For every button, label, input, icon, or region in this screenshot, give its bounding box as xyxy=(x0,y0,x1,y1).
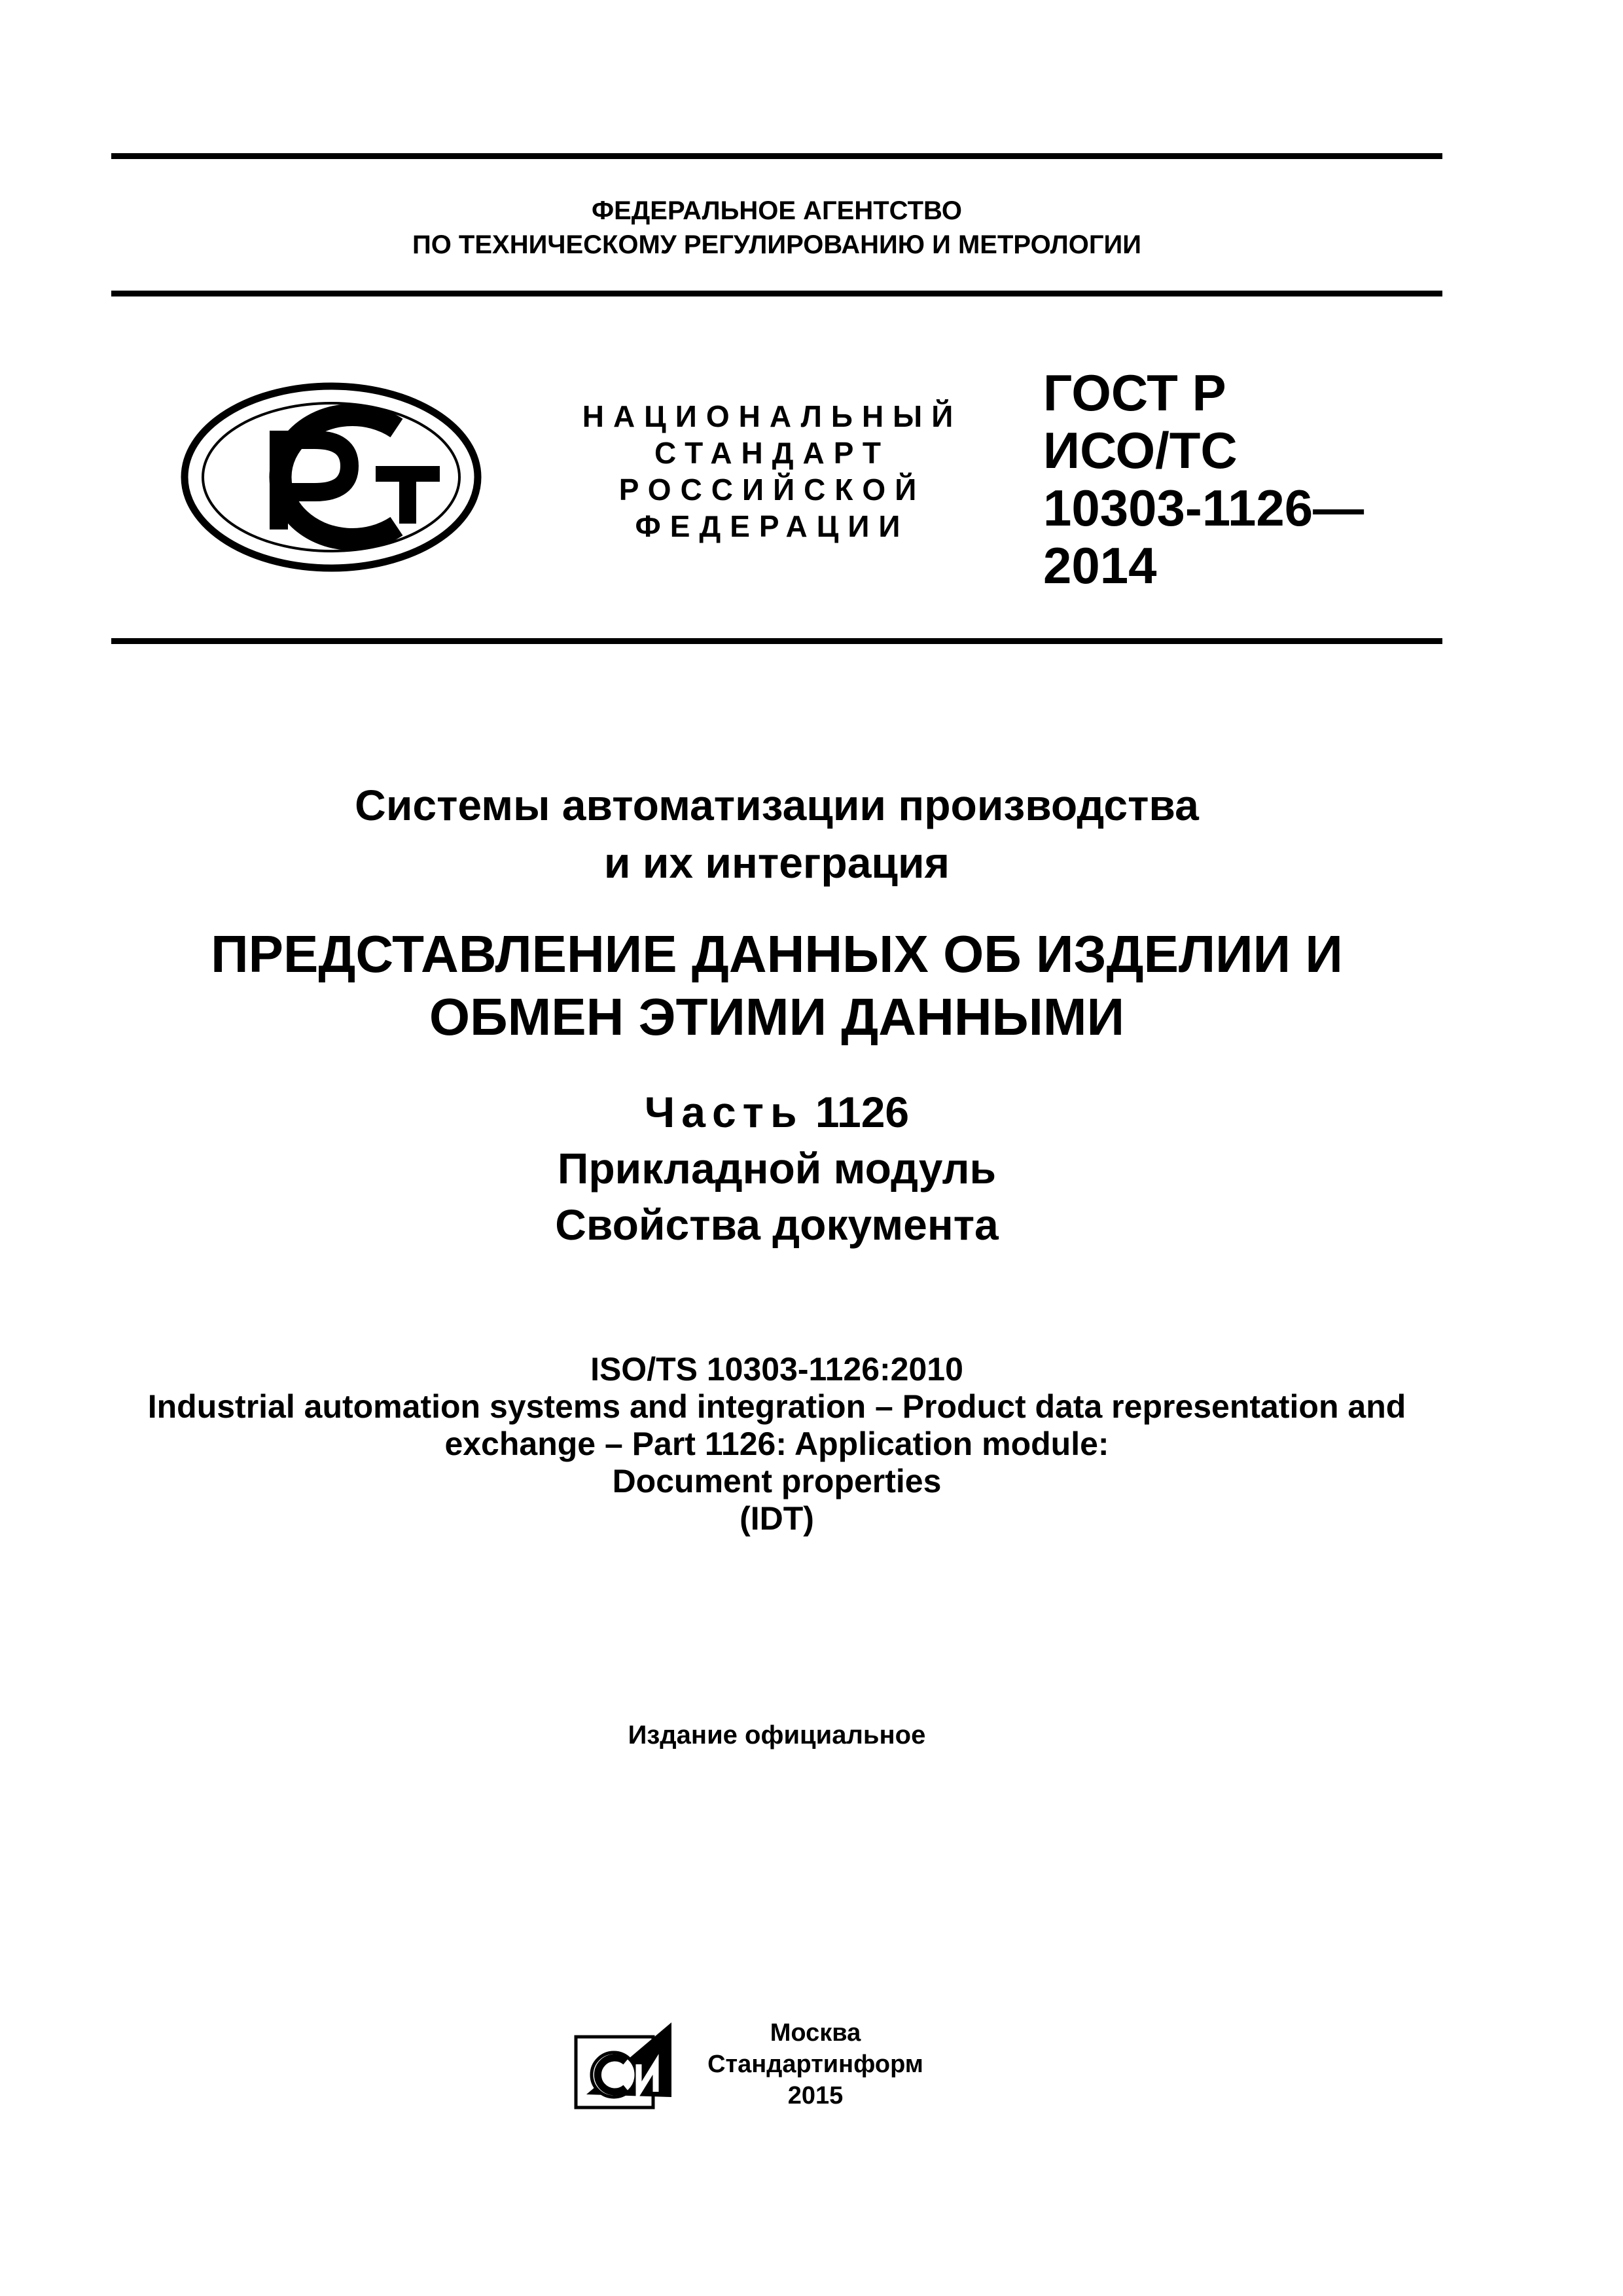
iso-line-5: (IDT) xyxy=(740,1500,814,1537)
document-title xyxy=(111,923,1442,1049)
agency-line-1: ФЕДЕРАЛЬНОЕ АГЕНТСТВО xyxy=(591,196,963,225)
national-standard-line-1: НАЦИОНАЛЬНЫЙ xyxy=(582,399,963,433)
iso-line-4: Document properties xyxy=(612,1463,942,1499)
agency-header xyxy=(111,194,1442,262)
publisher-year: 2015 xyxy=(787,2082,844,2109)
national-standard-line-2: СТАНДАРТ xyxy=(654,436,890,470)
document-subtitle xyxy=(111,776,1442,891)
iso-line-2: Industrial automation systems and integration – Product data representation and xyxy=(147,1388,1406,1425)
rst-logo xyxy=(181,382,482,572)
part-number: 1126 xyxy=(815,1088,910,1136)
iso-line-3: exchange – Part 1126: Application module: xyxy=(444,1426,1109,1462)
part-block xyxy=(111,1084,1442,1253)
standartinform-logo xyxy=(573,2018,679,2110)
logo-rule xyxy=(111,638,1442,644)
publisher-block xyxy=(691,2017,940,2111)
standartinform-logo-text: СИ xyxy=(573,2018,575,2019)
edition-label: Издание официальное xyxy=(628,1721,926,1749)
part-line-3: Свойства документа xyxy=(555,1200,999,1249)
national-standard-line-4: ФЕДЕРАЦИИ xyxy=(635,509,910,543)
publisher-city: Москва xyxy=(770,2019,861,2047)
subtitle-line-2: и их интеграция xyxy=(603,838,950,887)
agency-line-2: ПО ТЕХНИЧЕСКОМУ РЕГУЛИРОВАНИЮ И МЕТРОЛОГИИ xyxy=(412,230,1142,259)
designation-line-4: 2014 xyxy=(1043,537,1157,594)
part-label: Часть xyxy=(644,1088,804,1136)
header-rule xyxy=(111,291,1442,296)
national-standard-line-3: РОССИЙСКОЙ xyxy=(618,473,926,507)
standard-designation xyxy=(1043,364,1364,594)
national-standard-block xyxy=(550,398,995,545)
designation-line-1: ГОСТ Р xyxy=(1043,364,1226,422)
designation-line-3: 10303-1126— xyxy=(1043,479,1364,537)
rst-logo-text: РСТ xyxy=(181,382,182,383)
title-line-2: ОБМЕН ЭТИМИ ДАННЫМИ xyxy=(429,988,1125,1046)
designation-line-2: ИСО/ТС xyxy=(1043,422,1238,479)
title-line-1: ПРЕДСТАВЛЕНИЕ ДАННЫХ ОБ ИЗДЕЛИИ И xyxy=(211,925,1343,983)
iso-line-1: ISO/TS 10303-1126:2010 xyxy=(590,1351,963,1388)
part-heading xyxy=(111,1084,1442,1140)
publisher-name: Стандартинформ xyxy=(707,2051,923,2078)
subtitle-line-1: Системы автоматизации производства xyxy=(355,781,1199,829)
top-rule xyxy=(111,153,1442,159)
iso-reference xyxy=(111,1351,1442,1537)
part-line-2: Прикладной модуль xyxy=(557,1144,997,1193)
